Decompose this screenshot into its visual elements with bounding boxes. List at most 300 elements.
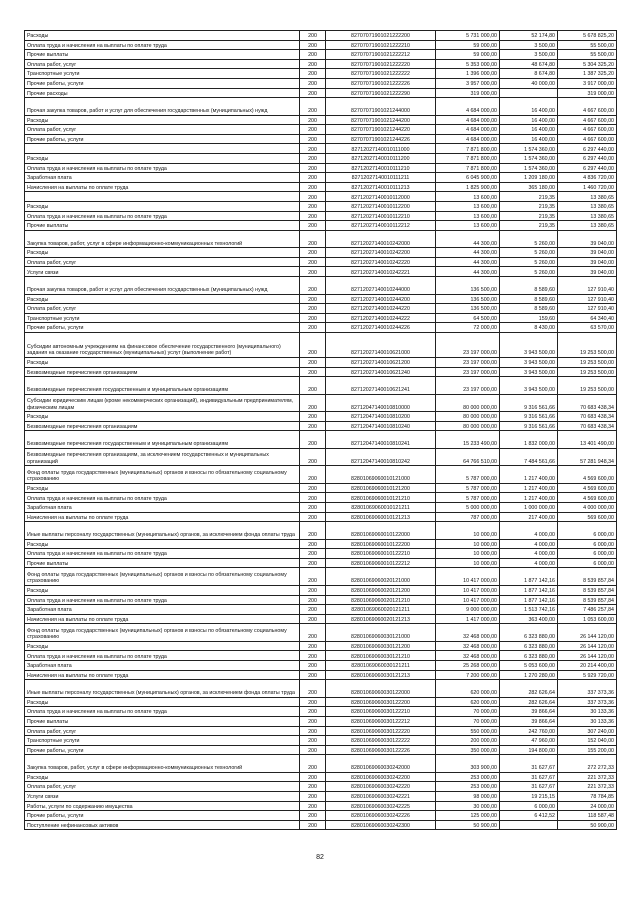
- unexecuted-amount-cell: 8 539 857,84: [558, 595, 617, 605]
- executed-amount-cell: 217 400,00: [500, 512, 558, 522]
- unexecuted-amount-cell: 13 380,65: [558, 211, 617, 221]
- approved-amount-cell: 4 684 000,00: [436, 134, 500, 144]
- unexecuted-amount-cell: 4 569 600,00: [558, 466, 617, 484]
- indicator-name-cell: Начисления на выплаты по оплате труда: [25, 670, 300, 680]
- budget-class-code-cell: 82712027140010111200: [326, 154, 436, 164]
- executed-amount-cell: 31 627,67: [500, 755, 558, 773]
- budget-class-code-cell: 82801069060030242000: [326, 755, 436, 773]
- indicator-name-cell: Иные выплаты персоналу государственных (муниципальных) органов, за исключением фонда оплаты труда: [25, 522, 300, 540]
- unexecuted-amount-cell: 26 144 120,00: [558, 624, 617, 642]
- line-code-cell: 200: [300, 558, 326, 568]
- table-row: [25, 466, 617, 484]
- line-code-cell: 200: [300, 697, 326, 707]
- approved-amount-cell: 59 000,00: [436, 40, 500, 50]
- unexecuted-amount-cell: 1 053 600,00: [558, 614, 617, 624]
- table-row: [25, 707, 617, 717]
- budget-class-code-cell: 82712027140010242221: [326, 267, 436, 277]
- budget-class-code-cell: 82712047140010810240: [326, 421, 436, 431]
- executed-amount-cell: 16 400,00: [500, 115, 558, 125]
- executed-amount-cell: 1 574 360,00: [500, 154, 558, 164]
- line-code-cell: 200: [300, 88, 326, 98]
- indicator-name-cell: Оплата работ, услуг: [25, 59, 300, 69]
- budget-class-code-cell: 82801069060010121211: [326, 503, 436, 513]
- executed-amount-cell: [500, 88, 558, 98]
- indicator-name-cell: Фонд оплаты труда государственных (муниципальных) органов и взносы по обязательному социальному страхованию: [25, 568, 300, 586]
- approved-amount-cell: 64 500,00: [436, 313, 500, 323]
- table-row: [25, 641, 617, 651]
- budget-class-code-cell: 82801069060030122210: [326, 707, 436, 717]
- line-code-cell: 200: [300, 680, 326, 698]
- table-row: [25, 313, 617, 323]
- line-code-cell: 200: [300, 585, 326, 595]
- unexecuted-amount-cell: 337 373,36: [558, 697, 617, 707]
- executed-amount-cell: 8 589,60: [500, 294, 558, 304]
- approved-amount-cell: 1 825 900,00: [436, 182, 500, 192]
- approved-amount-cell: 70 000,00: [436, 716, 500, 726]
- line-code-cell: 200: [300, 221, 326, 231]
- approved-amount-cell: 72 000,00: [436, 323, 500, 333]
- line-code-cell: 200: [300, 755, 326, 773]
- unexecuted-amount-cell: 55 500,00: [558, 40, 617, 50]
- approved-amount-cell: 350 000,00: [436, 745, 500, 755]
- table-row: [25, 59, 617, 69]
- unexecuted-amount-cell: 19 253 500,00: [558, 332, 617, 357]
- line-code-cell: 200: [300, 448, 326, 466]
- table-row: [25, 154, 617, 164]
- line-code-cell: 200: [300, 811, 326, 821]
- indicator-name-cell: Заработная плата: [25, 503, 300, 513]
- unexecuted-amount-cell: 4 667 600,00: [558, 125, 617, 135]
- unexecuted-amount-cell: 1 387 325,20: [558, 69, 617, 79]
- approved-amount-cell: 5 000 000,00: [436, 503, 500, 513]
- budget-class-code-cell: 82707071901021222210: [326, 40, 436, 50]
- indicator-name-cell: Расходы: [25, 248, 300, 258]
- unexecuted-amount-cell: 7 486 257,84: [558, 605, 617, 615]
- line-code-cell: 200: [300, 98, 326, 116]
- table-row: [25, 257, 617, 267]
- budget-class-code-cell: 82712047140010810200: [326, 412, 436, 422]
- executed-amount-cell: 365 180,00: [500, 182, 558, 192]
- executed-amount-cell: 16 400,00: [500, 134, 558, 144]
- unexecuted-amount-cell: 19 253 500,00: [558, 377, 617, 395]
- executed-amount-cell: 3 943 500,00: [500, 377, 558, 395]
- budget-class-code-cell: 82712027140010244226: [326, 323, 436, 333]
- budget-class-code-cell: 82707071901021222220: [326, 59, 436, 69]
- table-row: [25, 40, 617, 50]
- indicator-name-cell: Начисления на выплаты по оплате труда: [25, 182, 300, 192]
- line-code-cell: 200: [300, 230, 326, 248]
- unexecuted-amount-cell: 39 040,00: [558, 267, 617, 277]
- line-code-cell: 200: [300, 323, 326, 333]
- budget-class-code-cell: 82707071901021222290: [326, 88, 436, 98]
- line-code-cell: 200: [300, 772, 326, 782]
- indicator-name-cell: Расходы: [25, 697, 300, 707]
- line-code-cell: 200: [300, 736, 326, 746]
- unexecuted-amount-cell: 19 253 500,00: [558, 367, 617, 377]
- approved-amount-cell: 32 468 000,00: [436, 651, 500, 661]
- executed-amount-cell: 52 174,80: [500, 31, 558, 41]
- approved-amount-cell: 1 417 000,00: [436, 614, 500, 624]
- table-row: [25, 173, 617, 183]
- table-row: [25, 50, 617, 60]
- table-row: [25, 421, 617, 431]
- budget-class-code-cell: 82801069060020121210: [326, 595, 436, 605]
- indicator-name-cell: Фонд оплаты труда государственных (муниципальных) органов и взносы по обязательному социальному страхованию: [25, 466, 300, 484]
- budget-class-code-cell: 82712027140010244222: [326, 313, 436, 323]
- table-row: [25, 332, 617, 357]
- unexecuted-amount-cell: 19 253 500,00: [558, 357, 617, 367]
- indicator-name-cell: Оплата работ, услуг: [25, 304, 300, 314]
- line-code-cell: 200: [300, 624, 326, 642]
- indicator-name-cell: Оплата труда и начисления на выплаты по оплате труда: [25, 163, 300, 173]
- approved-amount-cell: 25 268 000,00: [436, 661, 500, 671]
- line-code-cell: 200: [300, 605, 326, 615]
- line-code-cell: 200: [300, 144, 326, 154]
- budget-class-code-cell: 82801069060030122220: [326, 726, 436, 736]
- unexecuted-amount-cell: 4 836 720,00: [558, 173, 617, 183]
- approved-amount-cell: 44 300,00: [436, 230, 500, 248]
- line-code-cell: 200: [300, 670, 326, 680]
- indicator-name-cell: Оплата труда и начисления на выплаты по оплате труда: [25, 549, 300, 559]
- executed-amount-cell: 6 323 880,00: [500, 641, 558, 651]
- indicator-name-cell: Оплата работ, услуг: [25, 726, 300, 736]
- unexecuted-amount-cell: 13 380,65: [558, 202, 617, 212]
- executed-amount-cell: 19 215,15: [500, 791, 558, 801]
- approved-amount-cell: 50 900,00: [436, 820, 500, 830]
- executed-amount-cell: 1 217 400,00: [500, 493, 558, 503]
- executed-amount-cell: 5 053 600,00: [500, 661, 558, 671]
- executed-amount-cell: 3 500,00: [500, 40, 558, 50]
- unexecuted-amount-cell: 319 000,00: [558, 88, 617, 98]
- unexecuted-amount-cell: 39 040,00: [558, 257, 617, 267]
- unexecuted-amount-cell: 337 373,36: [558, 680, 617, 698]
- budget-class-code-cell: 82801069060030121200: [326, 641, 436, 651]
- budget-class-code-cell: 82712027140010242000: [326, 230, 436, 248]
- approved-amount-cell: 10 417 000,00: [436, 585, 500, 595]
- executed-amount-cell: 219,35: [500, 202, 558, 212]
- budget-class-code-cell: 82712027140010244200: [326, 294, 436, 304]
- unexecuted-amount-cell: 118 587,48: [558, 811, 617, 821]
- approved-amount-cell: 5 787 000,00: [436, 466, 500, 484]
- table-row: [25, 377, 617, 395]
- budget-class-code-cell: 82712027140010244220: [326, 304, 436, 314]
- executed-amount-cell: 1 270 280,00: [500, 670, 558, 680]
- table-row: [25, 680, 617, 698]
- page-number: 82: [316, 854, 324, 861]
- executed-amount-cell: 39 866,64: [500, 707, 558, 717]
- table-row: [25, 801, 617, 811]
- approved-amount-cell: 23 197 000,00: [436, 367, 500, 377]
- approved-amount-cell: 620 000,00: [436, 680, 500, 698]
- table-row: [25, 98, 617, 116]
- indicator-name-cell: Расходы: [25, 539, 300, 549]
- indicator-name-cell: Услуги связи: [25, 791, 300, 801]
- executed-amount-cell: 6 000,00: [500, 801, 558, 811]
- table-row: [25, 661, 617, 671]
- approved-amount-cell: 10 000,00: [436, 558, 500, 568]
- line-code-cell: 200: [300, 512, 326, 522]
- approved-amount-cell: 32 468 000,00: [436, 624, 500, 642]
- budget-class-code-cell: 82801069060010122210: [326, 549, 436, 559]
- indicator-name-cell: Прочие работы, услуги: [25, 78, 300, 88]
- budget-class-code-cell: 82712027140010621000: [326, 332, 436, 357]
- line-code-cell: 200: [300, 40, 326, 50]
- unexecuted-amount-cell: 4 667 600,00: [558, 98, 617, 116]
- table-row: [25, 192, 617, 202]
- table-row: [25, 248, 617, 258]
- indicator-name-cell: Субсидии автономным учреждениям на финансовое обеспечение государственного (муниципального) задания на оказание государственных (муниципальных) услуг (выполнение работ): [25, 332, 300, 357]
- executed-amount-cell: 363 400,00: [500, 614, 558, 624]
- executed-amount-cell: 1 217 400,00: [500, 466, 558, 484]
- unexecuted-amount-cell: 30 133,36: [558, 716, 617, 726]
- budget-class-code-cell: 82801069060030242221: [326, 791, 436, 801]
- executed-amount-cell: 5 260,00: [500, 230, 558, 248]
- line-code-cell: 200: [300, 421, 326, 431]
- table-row: [25, 144, 617, 154]
- line-code-cell: 200: [300, 182, 326, 192]
- executed-amount-cell: 159,60: [500, 313, 558, 323]
- line-code-cell: 200: [300, 539, 326, 549]
- unexecuted-amount-cell: 5 678 825,20: [558, 31, 617, 41]
- budget-class-code-cell: 82707071901021222222: [326, 69, 436, 79]
- table-row: [25, 493, 617, 503]
- line-code-cell: 200: [300, 367, 326, 377]
- executed-amount-cell: 1 000 000,00: [500, 503, 558, 513]
- table-row: [25, 294, 617, 304]
- unexecuted-amount-cell: 50 900,00: [558, 820, 617, 830]
- budget-class-code-cell: 82801069060030242226: [326, 811, 436, 821]
- indicator-name-cell: [25, 144, 300, 154]
- line-code-cell: 200: [300, 357, 326, 367]
- unexecuted-amount-cell: 127 910,40: [558, 294, 617, 304]
- line-code-cell: 200: [300, 154, 326, 164]
- budget-class-code-cell: 82712047140010810241: [326, 431, 436, 449]
- line-code-cell: 200: [300, 69, 326, 79]
- approved-amount-cell: 23 197 000,00: [436, 357, 500, 367]
- approved-amount-cell: 64 766 510,00: [436, 448, 500, 466]
- approved-amount-cell: 59 000,00: [436, 50, 500, 60]
- indicator-name-cell: Прочие выплаты: [25, 221, 300, 231]
- unexecuted-amount-cell: 5 304 325,20: [558, 59, 617, 69]
- unexecuted-amount-cell: 127 910,40: [558, 304, 617, 314]
- table-row: [25, 431, 617, 449]
- table-row: [25, 595, 617, 605]
- unexecuted-amount-cell: 26 144 120,00: [558, 651, 617, 661]
- budget-class-code-cell: 82801069060030121210: [326, 651, 436, 661]
- budget-class-code-cell: 82712047140010810242: [326, 448, 436, 466]
- unexecuted-amount-cell: 6 000,00: [558, 558, 617, 568]
- approved-amount-cell: 253 000,00: [436, 782, 500, 792]
- unexecuted-amount-cell: 63 570,00: [558, 323, 617, 333]
- line-code-cell: 200: [300, 466, 326, 484]
- budget-class-code-cell: 82801069060020121200: [326, 585, 436, 595]
- table-row: [25, 522, 617, 540]
- unexecuted-amount-cell: 57 281 948,34: [558, 448, 617, 466]
- executed-amount-cell: 31 627,67: [500, 772, 558, 782]
- budget-class-code-cell: 82801069060030121211: [326, 661, 436, 671]
- indicator-name-cell: Прочие выплаты: [25, 50, 300, 60]
- table-row: [25, 670, 617, 680]
- approved-amount-cell: 70 000,00: [436, 707, 500, 717]
- indicator-name-cell: Оплата труда и начисления на выплаты по оплате труда: [25, 707, 300, 717]
- indicator-name-cell: Закупка товаров, работ, услуг в сфере информационно-коммуникационных технологий: [25, 755, 300, 773]
- report-table: [24, 30, 617, 830]
- approved-amount-cell: 13 600,00: [436, 192, 500, 202]
- table-row: [25, 69, 617, 79]
- approved-amount-cell: 23 197 000,00: [436, 332, 500, 357]
- indicator-name-cell: Оплата труда и начисления на выплаты по оплате труда: [25, 211, 300, 221]
- budget-class-code-cell: 82801069060020121211: [326, 605, 436, 615]
- executed-amount-cell: 7 484 561,66: [500, 448, 558, 466]
- line-code-cell: 200: [300, 522, 326, 540]
- executed-amount-cell: 4 000,00: [500, 522, 558, 540]
- line-code-cell: 200: [300, 595, 326, 605]
- executed-amount-cell: 47 960,00: [500, 736, 558, 746]
- unexecuted-amount-cell: 221 372,33: [558, 782, 617, 792]
- budget-class-code-cell: 82801069060030121000: [326, 624, 436, 642]
- approved-amount-cell: 13 600,00: [436, 211, 500, 221]
- executed-amount-cell: 16 400,00: [500, 98, 558, 116]
- indicator-name-cell: Фонд оплаты труда государственных (муниципальных) органов и взносы по обязательному социальному страхованию: [25, 624, 300, 642]
- line-code-cell: 200: [300, 707, 326, 717]
- unexecuted-amount-cell: 78 784,85: [558, 791, 617, 801]
- approved-amount-cell: 44 300,00: [436, 267, 500, 277]
- indicator-name-cell: Безвозмездные перечисления организациям, за исключением государственных и муниципальных организаций: [25, 448, 300, 466]
- line-code-cell: 200: [300, 304, 326, 314]
- table-row: [25, 568, 617, 586]
- line-code-cell: 200: [300, 412, 326, 422]
- line-code-cell: 200: [300, 78, 326, 88]
- executed-amount-cell: 5 260,00: [500, 267, 558, 277]
- unexecuted-amount-cell: 4 569 600,00: [558, 493, 617, 503]
- budget-class-code-cell: 82707071901021222212: [326, 50, 436, 60]
- table-row: [25, 614, 617, 624]
- approved-amount-cell: 7 200 000,00: [436, 670, 500, 680]
- table-row: [25, 31, 617, 41]
- executed-amount-cell: 8 589,60: [500, 304, 558, 314]
- line-code-cell: 200: [300, 31, 326, 41]
- executed-amount-cell: 8 430,00: [500, 323, 558, 333]
- budget-class-code-cell: 82712027140010621241: [326, 377, 436, 395]
- approved-amount-cell: 30 000,00: [436, 801, 500, 811]
- budget-class-code-cell: 82712027140010111213: [326, 182, 436, 192]
- approved-amount-cell: 5 353 000,00: [436, 59, 500, 69]
- line-code-cell: 200: [300, 745, 326, 755]
- indicator-name-cell: Прочая закупка товаров, работ и услуг для обеспечения государственных (муниципальных) нужд: [25, 277, 300, 295]
- budget-class-code-cell: 82801069060030121213: [326, 670, 436, 680]
- indicator-name-cell: Безвозмездные перечисления организациям: [25, 421, 300, 431]
- executed-amount-cell: 194 800,00: [500, 745, 558, 755]
- approved-amount-cell: 13 600,00: [436, 202, 500, 212]
- executed-amount-cell: 1 877 142,16: [500, 595, 558, 605]
- budget-class-code-cell: 82707071901021244226: [326, 134, 436, 144]
- executed-amount-cell: 1 574 360,00: [500, 163, 558, 173]
- table-row: [25, 772, 617, 782]
- approved-amount-cell: 620 000,00: [436, 697, 500, 707]
- line-code-cell: 200: [300, 313, 326, 323]
- approved-amount-cell: 4 684 000,00: [436, 98, 500, 116]
- indicator-name-cell: Оплата труда и начисления на выплаты по оплате труда: [25, 651, 300, 661]
- table-row: [25, 503, 617, 513]
- line-code-cell: 200: [300, 125, 326, 135]
- executed-amount-cell: 1 877 142,16: [500, 585, 558, 595]
- table-row: [25, 585, 617, 595]
- budget-class-code-cell: 82801069060010121213: [326, 512, 436, 522]
- table-row: [25, 125, 617, 135]
- indicator-name-cell: Прочая закупка товаров, работ и услуг для обеспечения государственных (муниципальных) нужд: [25, 98, 300, 116]
- indicator-name-cell: Транспортные услуги: [25, 313, 300, 323]
- line-code-cell: 200: [300, 483, 326, 493]
- unexecuted-amount-cell: 20 214 400,00: [558, 661, 617, 671]
- indicator-name-cell: Безвозмездные перечисления организациям: [25, 367, 300, 377]
- table-row: [25, 182, 617, 192]
- table-row: [25, 483, 617, 493]
- table-row: [25, 755, 617, 773]
- line-code-cell: 200: [300, 820, 326, 830]
- approved-amount-cell: 6 045 900,00: [436, 173, 500, 183]
- approved-amount-cell: 15 233 490,00: [436, 431, 500, 449]
- budget-class-code-cell: 82712027140010111211: [326, 173, 436, 183]
- unexecuted-amount-cell: 13 380,65: [558, 221, 617, 231]
- table-row: [25, 782, 617, 792]
- line-code-cell: 200: [300, 257, 326, 267]
- table-row: [25, 78, 617, 88]
- unexecuted-amount-cell: 6 297 440,00: [558, 163, 617, 173]
- executed-amount-cell: 219,35: [500, 211, 558, 221]
- line-code-cell: 200: [300, 614, 326, 624]
- table-row: [25, 277, 617, 295]
- indicator-name-cell: Расходы: [25, 31, 300, 41]
- budget-class-code-cell: 82801069060030122222: [326, 736, 436, 746]
- budget-class-code-cell: 82801069060010122212: [326, 558, 436, 568]
- table-row: [25, 134, 617, 144]
- table-row: [25, 202, 617, 212]
- executed-amount-cell: 1 574 360,00: [500, 144, 558, 154]
- indicator-name-cell: Оплата работ, услуг: [25, 257, 300, 267]
- approved-amount-cell: 7 871 800,00: [436, 144, 500, 154]
- table-row: [25, 726, 617, 736]
- table-row: [25, 549, 617, 559]
- unexecuted-amount-cell: 1 460 720,00: [558, 182, 617, 192]
- unexecuted-amount-cell: 3 917 000,00: [558, 78, 617, 88]
- table-row: [25, 394, 617, 412]
- indicator-name-cell: Транспортные услуги: [25, 69, 300, 79]
- executed-amount-cell: 3 943 500,00: [500, 357, 558, 367]
- line-code-cell: 200: [300, 661, 326, 671]
- approved-amount-cell: 5 787 000,00: [436, 493, 500, 503]
- indicator-name-cell: Расходы: [25, 357, 300, 367]
- table-row: [25, 323, 617, 333]
- table-row: [25, 163, 617, 173]
- line-code-cell: 200: [300, 394, 326, 412]
- line-code-cell: 200: [300, 651, 326, 661]
- approved-amount-cell: 98 000,00: [436, 791, 500, 801]
- indicator-name-cell: Расходы: [25, 641, 300, 651]
- approved-amount-cell: 4 684 000,00: [436, 125, 500, 135]
- table-row: [25, 716, 617, 726]
- approved-amount-cell: 319 000,00: [436, 88, 500, 98]
- table-row: [25, 820, 617, 830]
- indicator-name-cell: Поступление нефинансовых активов: [25, 820, 300, 830]
- indicator-name-cell: Расходы: [25, 585, 300, 595]
- executed-amount-cell: 242 760,00: [500, 726, 558, 736]
- line-code-cell: 200: [300, 503, 326, 513]
- table-row: [25, 357, 617, 367]
- approved-amount-cell: 9 000 000,00: [436, 605, 500, 615]
- executed-amount-cell: 8 674,80: [500, 69, 558, 79]
- table-row: [25, 412, 617, 422]
- approved-amount-cell: 80 000 000,00: [436, 412, 500, 422]
